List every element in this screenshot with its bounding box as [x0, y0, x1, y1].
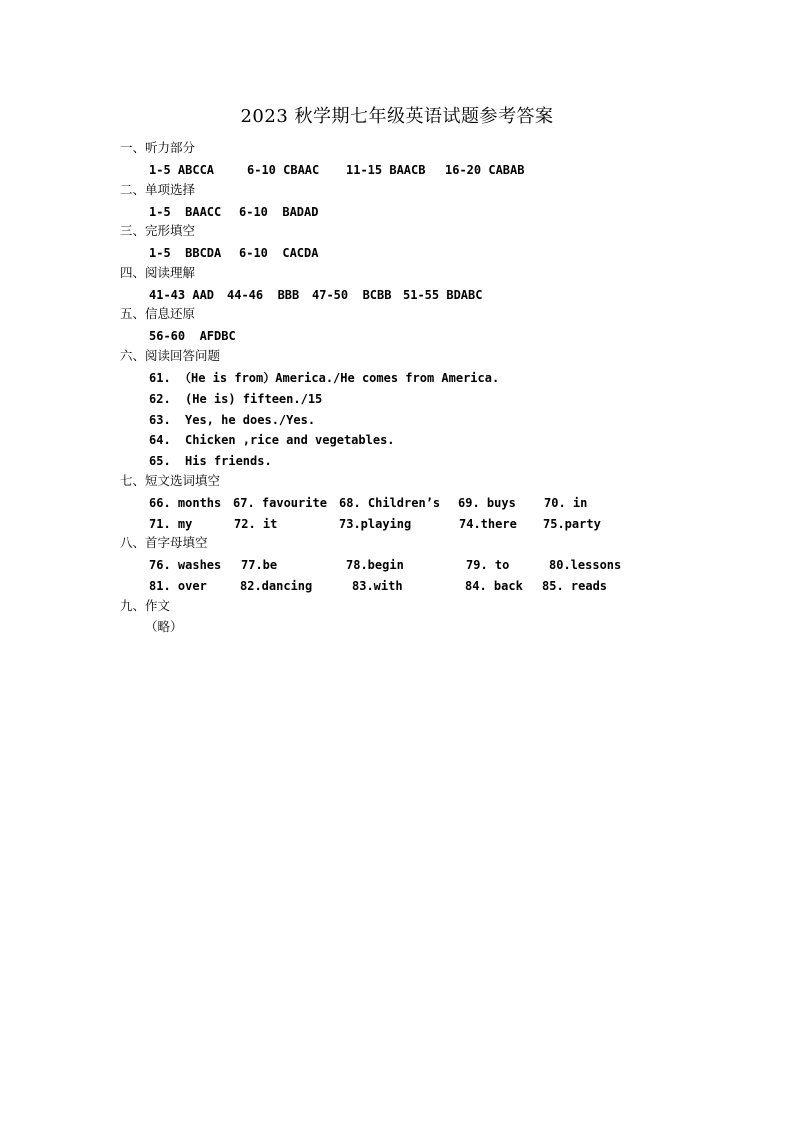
answer-group: 1-5 ABCCA: [149, 163, 215, 177]
qa-number: 62.: [149, 392, 171, 406]
answer-item: 81. over: [149, 579, 207, 593]
answer-item: 79. to: [466, 558, 510, 572]
answer-item: 69. buys: [458, 496, 516, 510]
qa-number: 64.: [149, 433, 171, 447]
section-heading-listening: 一、听力部分: [120, 140, 196, 155]
answer-item: 74.there: [459, 517, 517, 531]
answer-group: 16-20 CABAB: [445, 163, 525, 177]
qa-answer: Yes, he does./Yes.: [185, 413, 316, 427]
answer-item: 72. it: [234, 517, 278, 531]
answer-group: 51-55 BDABC: [403, 288, 483, 302]
section-heading-cloze: 三、完形填空: [120, 223, 196, 238]
section-heading-writing: 九、作文: [120, 598, 171, 613]
answer-item: 82.dancing: [240, 579, 313, 593]
answer-group: 6-10 CBAAC: [247, 163, 320, 177]
answer-item: 80.lessons: [549, 558, 622, 572]
answer-item: 83.with: [352, 579, 403, 593]
answer-item: 68. Children’s: [339, 496, 441, 510]
writing-note: （略）: [145, 619, 183, 634]
answer-item: 84. back: [465, 579, 523, 593]
answer-item: 78.begin: [346, 558, 404, 572]
section-heading-reading-qa: 六、阅读回答问题: [120, 348, 221, 363]
qa-answer: His friends.: [185, 454, 272, 468]
answer-group: 6-10 CACDA: [239, 246, 319, 260]
section-heading-first-letter: 八、首字母填空: [120, 535, 208, 550]
section-heading-reading: 四、阅读理解: [120, 265, 196, 280]
answer-item: 77.be: [241, 558, 278, 572]
answer-group: 6-10 BADAD: [239, 205, 319, 219]
answer-item: 66. months: [149, 496, 222, 510]
qa-answer: (He is) fifteen./15: [185, 392, 323, 406]
section-heading-word-choice: 七、短文选词填空: [120, 473, 221, 488]
answer-item: 76. washes: [149, 558, 222, 572]
qa-number: 63.: [149, 413, 171, 427]
answer-group: 1-5 BBCDA: [149, 246, 222, 260]
section-heading-info-restore: 五、信息还原: [120, 306, 196, 321]
answer-group: 47-50 BCBB: [312, 288, 392, 302]
qa-number: 61.: [149, 371, 171, 385]
page-title: 2023 秋学期七年级英语试题参考答案: [240, 106, 554, 127]
answer-item: 85. reads: [542, 579, 608, 593]
qa-answer: （He is from）America./He comes from America.: [179, 371, 500, 385]
answer-item: 73.playing: [339, 517, 412, 531]
answer-item: 67. favourite: [233, 496, 327, 510]
qa-number: 65.: [149, 454, 171, 468]
answer-group: 41-43 AAD: [149, 288, 215, 302]
answer-group: 1-5 BAACC: [149, 205, 222, 219]
answer-item: 70. in: [544, 496, 588, 510]
answer-group: 11-15 BAACB: [346, 163, 426, 177]
section-heading-single-choice: 二、单项选择: [120, 182, 196, 197]
answer-group: 44-46 BBB: [227, 288, 300, 302]
qa-answer: Chicken ,rice and vegetables.: [185, 433, 395, 447]
answer-item: 71. my: [149, 517, 193, 531]
answer-item: 75.party: [543, 517, 601, 531]
answer-group: 56-60 AFDBC: [149, 329, 236, 343]
